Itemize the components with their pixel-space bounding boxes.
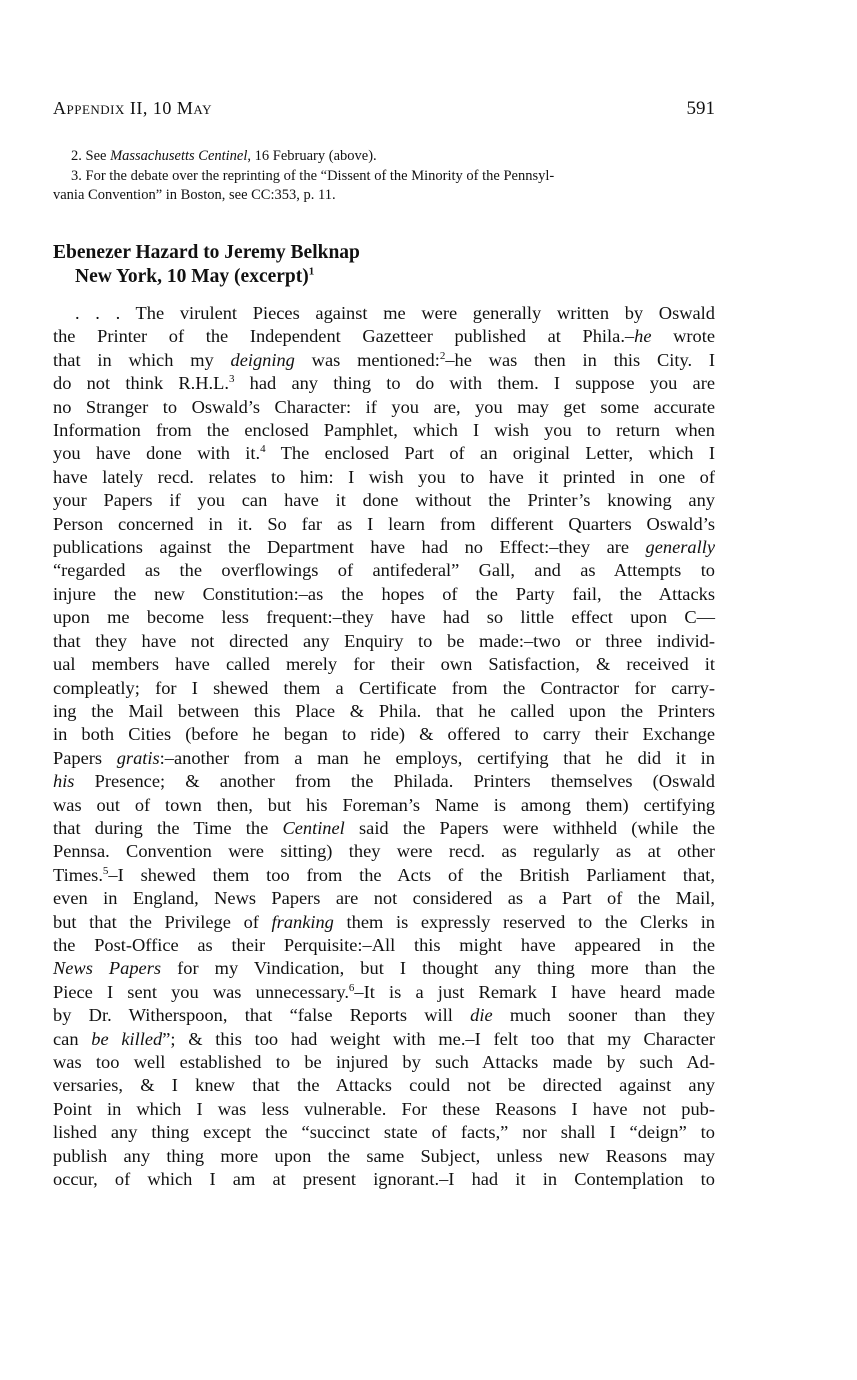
letter-line: his Presence; & another from the Philada. Printers themselves (Oswald	[53, 771, 715, 792]
italic-text: News Papers	[53, 958, 162, 979]
italic-text: his	[53, 771, 75, 792]
italic-text: Centinel	[282, 817, 345, 838]
footnote-line: vania Convention” in Boston, see CC:353, p. 11.	[53, 187, 336, 203]
letter-line: publications against the Department have had no Effect:–they are generally	[53, 537, 715, 558]
footnotes	[53, 147, 715, 206]
letter-line: compleatly; for I shewed them a Certificate from the Contractor for carry-	[53, 677, 715, 698]
letter-line: Times.$^5$–I shewed them too from the Acts of the British Parliament that,	[53, 864, 715, 885]
letter-line: occur, of which I am at present ignorant.–I had it in Contemplation to	[53, 1169, 715, 1190]
footnote-ref: 3	[228, 373, 235, 386]
italic-text: deigning	[230, 349, 295, 370]
heading-date-line: New York, 10 May (excerpt)	[75, 266, 309, 287]
page-number: 591	[686, 98, 715, 119]
footnote-ref: 2	[439, 349, 446, 362]
letter-line: in both Cities (before he began to ride) & offered to carry their Exchange	[53, 724, 715, 745]
heading-line-1: Ebenezer Hazard to Jeremy Belknap	[53, 242, 360, 263]
italic-text: die	[470, 1005, 493, 1026]
letter-line: . . . The virulent Pieces against me were generally written by Oswald	[75, 303, 715, 323]
running-head: Appendix II, 10 May	[53, 98, 212, 118]
italic-text: he	[634, 326, 652, 347]
letter-line: the Post-Office as their Perquisite:–All this might have appeared in the	[53, 934, 715, 955]
italic-text: generally	[645, 537, 715, 558]
letter-line: that during the Time the Centinel said the Papers were withheld (while the	[53, 817, 715, 838]
footnote-ref: 5	[102, 864, 109, 877]
letter-line: ual members have called merely for their own Satisfaction, & received it	[53, 654, 715, 675]
letter-line: Person concerned in it. So far as I learn from different Quarters Oswald’s	[53, 513, 715, 534]
footnote-ref: 4	[260, 443, 266, 456]
letter-line: Pennsa. Convention were sitting) they were recd. as regularly as at other	[53, 841, 715, 862]
letter-line: have lately recd. relates to him: I wish you to have it printed in one of	[53, 466, 715, 487]
letter-line: ing the Mail between this Place & Phila. that he called upon the Printers	[53, 700, 715, 721]
heading-line-2	[53, 265, 360, 289]
letter-line: publish any thing more upon the same Subject, unless new Reasons may	[53, 1145, 715, 1166]
letter-line: no Stranger to Oswald’s Character: if you are, you may get some accurate	[53, 396, 715, 417]
letter-line: News Papers for my Vindication, but I thought any thing more than the	[53, 958, 715, 979]
letter-line: can be killed”; & this too had weight with me.–I felt too that my Character	[53, 1028, 715, 1049]
italic-text: gratis	[116, 747, 160, 768]
heading-note-ref: 1	[308, 265, 315, 278]
letter-line: Piece I sent you was unnecessary.$^6$–It is a just Remark I have heard made	[53, 981, 715, 1002]
letter-body	[53, 302, 715, 1191]
footnote-line: 2. See Massachusetts Centinel, 16 February (above).	[71, 148, 377, 164]
letter-line: do not think R.H.L.$^3$ had any thing to do with them. I suppose you are	[53, 373, 715, 394]
letter-line: lished any thing except the “succinct state of facts,” nor shall I “deign” to	[53, 1122, 715, 1143]
footnote-line: 3. For the debate over the reprinting of the “Dissent of the Minority of the Pennsyl-	[71, 167, 555, 184]
letter-line: but that the Privilege of franking them is expressly reserved to the Clerks in	[53, 911, 716, 932]
italic-text: be killed	[91, 1028, 163, 1049]
letter-line: the Printer of the Independent Gazetteer published at Phila.–he wrote	[53, 326, 715, 347]
letter-line: was out of town then, but his Foreman’s Name is among them) certifying	[53, 794, 715, 815]
letter-line: injure the new Constitution:–as the hopes of the Party fail, the Attacks	[53, 583, 715, 604]
footnote-ref: 6	[348, 981, 355, 994]
letter-line: Point in which I was less vulnerable. For these Reasons I have not pub-	[53, 1098, 715, 1119]
italic-text: franking	[271, 911, 334, 932]
letter-line: Information from the enclosed Pamphlet, which I wish you to return when	[53, 420, 715, 441]
letter-line: you have done with it.$^4$ The enclosed Part of an original Letter, which I	[53, 443, 715, 464]
letter-line: versaries, & I knew that the Attacks could not be directed against any	[53, 1075, 715, 1096]
page-header	[53, 98, 715, 124]
letter-line: that in which my deigning was mentioned:$^2$–he was then in this City. I	[53, 349, 715, 370]
letter-line: even in England, News Papers are not considered as a Part of the Mail,	[53, 888, 715, 909]
letter-line: by Dr. Witherspoon, that “false Reports will die much sooner than they	[53, 1005, 715, 1026]
letter-line: Papers gratis:–another from a man he employs, certifying that he did it in	[53, 747, 715, 768]
letter-line: was too well established to be injured by such Attacks made by such Ad-	[53, 1052, 715, 1072]
letter-line: upon me become less frequent:–they have had so little effect upon C—	[53, 607, 715, 628]
letter-line: that they have not directed any Enquiry to be made:–two or three individ-	[53, 630, 715, 651]
letter-line: your Papers if you can have it done without the Printer’s knowing any	[53, 490, 715, 511]
document-heading	[53, 241, 360, 289]
italic-text: Massachusetts Centinel	[110, 148, 248, 164]
letter-line: “regarded as the overflowings of antifederal” Gall, and as Attempts to	[53, 560, 715, 581]
